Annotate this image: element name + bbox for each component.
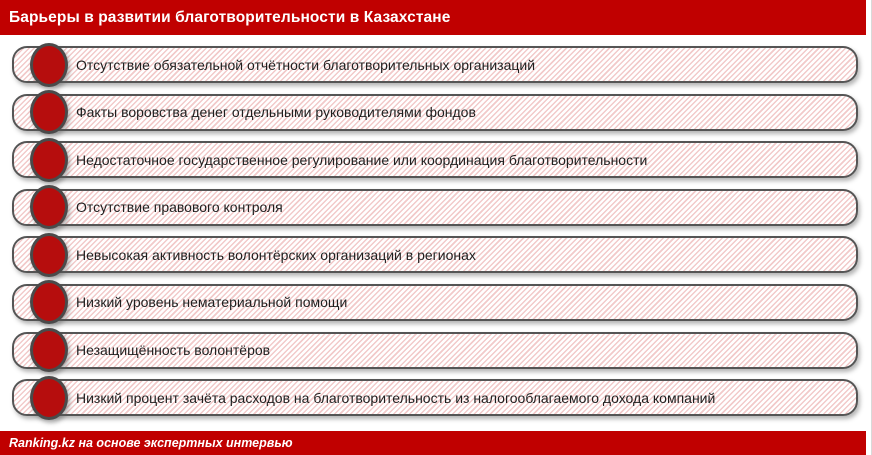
red-circle-icon (30, 280, 68, 324)
barrier-label: Низкий уровень нематериальной помощи (76, 294, 348, 311)
barrier-label: Факты воровства денег отдельными руководителями фондов (76, 104, 476, 121)
barrier-item (12, 379, 858, 416)
barrier-item (12, 94, 858, 131)
barrier-item (12, 284, 858, 321)
barrier-item (12, 46, 858, 83)
barrier-list (12, 46, 858, 427)
page-title: Барьеры в развитии благотворительности в Казахстане (9, 8, 451, 26)
red-circle-icon (30, 328, 68, 372)
barrier-item (12, 189, 858, 226)
red-circle-icon (30, 376, 68, 420)
barrier-label: Отсутствие обязательной отчётности благотворительных организаций (76, 56, 536, 73)
barrier-item (12, 332, 858, 369)
barrier-label: Незащищённость волонтёров (76, 342, 271, 359)
barrier-label: Невысокая активность волонтёрских организаций в регионах (76, 246, 476, 263)
barrier-item (12, 141, 858, 178)
red-circle-icon (30, 90, 68, 134)
red-circle-icon (30, 233, 68, 277)
barrier-label: Низкий процент зачёта расходов на благотворительность из налогооблагаемого дохода компаний (76, 389, 716, 406)
source-bar (0, 431, 866, 455)
barrier-label: Недостаточное государственное регулирование или координация благотворительности (76, 151, 648, 168)
barrier-item (12, 236, 858, 273)
header-bar (0, 0, 866, 35)
red-circle-icon (30, 185, 68, 229)
source-credit: Ranking.kz на основе экспертных интервью (9, 436, 293, 450)
red-circle-icon (30, 43, 68, 87)
red-circle-icon (30, 138, 68, 182)
barrier-label: Отсутствие правового контроля (76, 199, 283, 216)
